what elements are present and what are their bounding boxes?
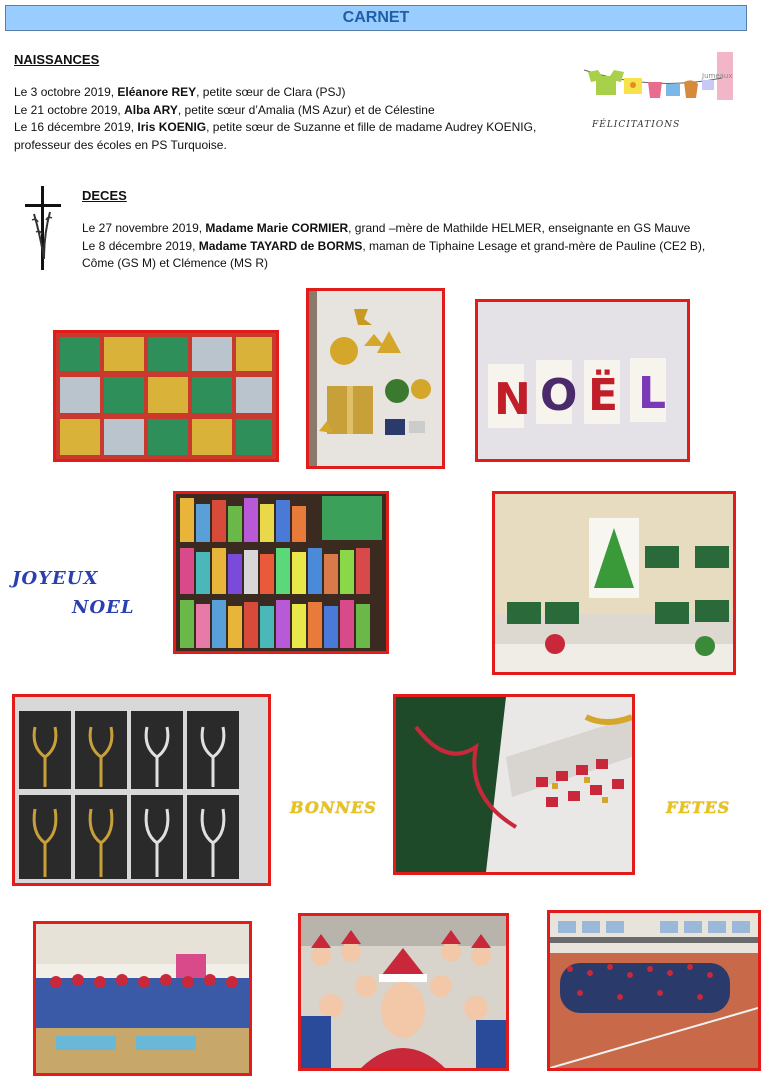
- deces-list: [82, 220, 762, 273]
- felicitations-illustration: [582, 52, 737, 134]
- naissances-heading: NAISSANCES: [14, 52, 100, 67]
- deces-entry: Le 27 novembre 2019, Madame Marie CORMIER, grand –mère de Mathilde HELMER, enseignante en GS Mauve: [82, 221, 691, 235]
- naissance-entry: Le 16 décembre 2019, Iris KOENIG, petite sœur de Suzanne et fille de madame Audrey KOENIG,: [14, 120, 537, 134]
- wish-bonnes: BONNES: [290, 798, 377, 817]
- naissances-list: [14, 84, 574, 154]
- page-title: CARNET: [5, 5, 747, 31]
- noel-letter-o: O: [540, 370, 578, 421]
- deces-entry: Le 8 décembre 2019, Madame TAYARD de BORMS, maman de Tiphaine Lesage et grand-mère de Pauline (CE2 B),: [82, 238, 706, 253]
- deces-heading: DECES: [82, 188, 127, 203]
- photo-christmas-tree-table: [393, 694, 635, 875]
- noel-letter-n: N: [494, 374, 531, 425]
- naissance-entry: Le 21 octobre 2019, Alba ARY, petite sœur d’Amalia (MS Azur) et de Célestine: [14, 102, 435, 117]
- photo-schoolyard: [547, 910, 761, 1071]
- photo-noel-tree-wall: [492, 491, 736, 675]
- photo-classroom: [33, 921, 252, 1076]
- wish-fetes: FETES: [666, 798, 731, 817]
- photo-gold-trees-art: [12, 694, 271, 886]
- svg-text:Jumeaux: Jumeaux: [702, 72, 733, 80]
- noel-letter-l: L: [638, 368, 667, 419]
- wish-joyeux: JOYEUX: [12, 568, 99, 589]
- noel-letter-e: Ë: [588, 370, 619, 421]
- photo-gold-ornaments: [306, 288, 445, 469]
- wish-noel: NOEL: [72, 597, 135, 618]
- photo-painted-houses: [173, 491, 389, 654]
- photo-selfie-class: [298, 913, 509, 1071]
- cross-icon: [22, 184, 66, 272]
- photo-noel-letters: [475, 299, 690, 462]
- photo-christmas-cards: [53, 330, 279, 462]
- deces-continuation: Côme (GS M) et Clémence (MS R): [82, 256, 269, 270]
- felicitations-caption: FÉLICITATIONS: [592, 120, 681, 130]
- naissance-entry: Le 3 octobre 2019, Eléanore REY, petite sœur de Clara (PSJ): [14, 85, 346, 99]
- naissance-continuation: professeur des écoles en PS Turquoise.: [14, 137, 227, 152]
